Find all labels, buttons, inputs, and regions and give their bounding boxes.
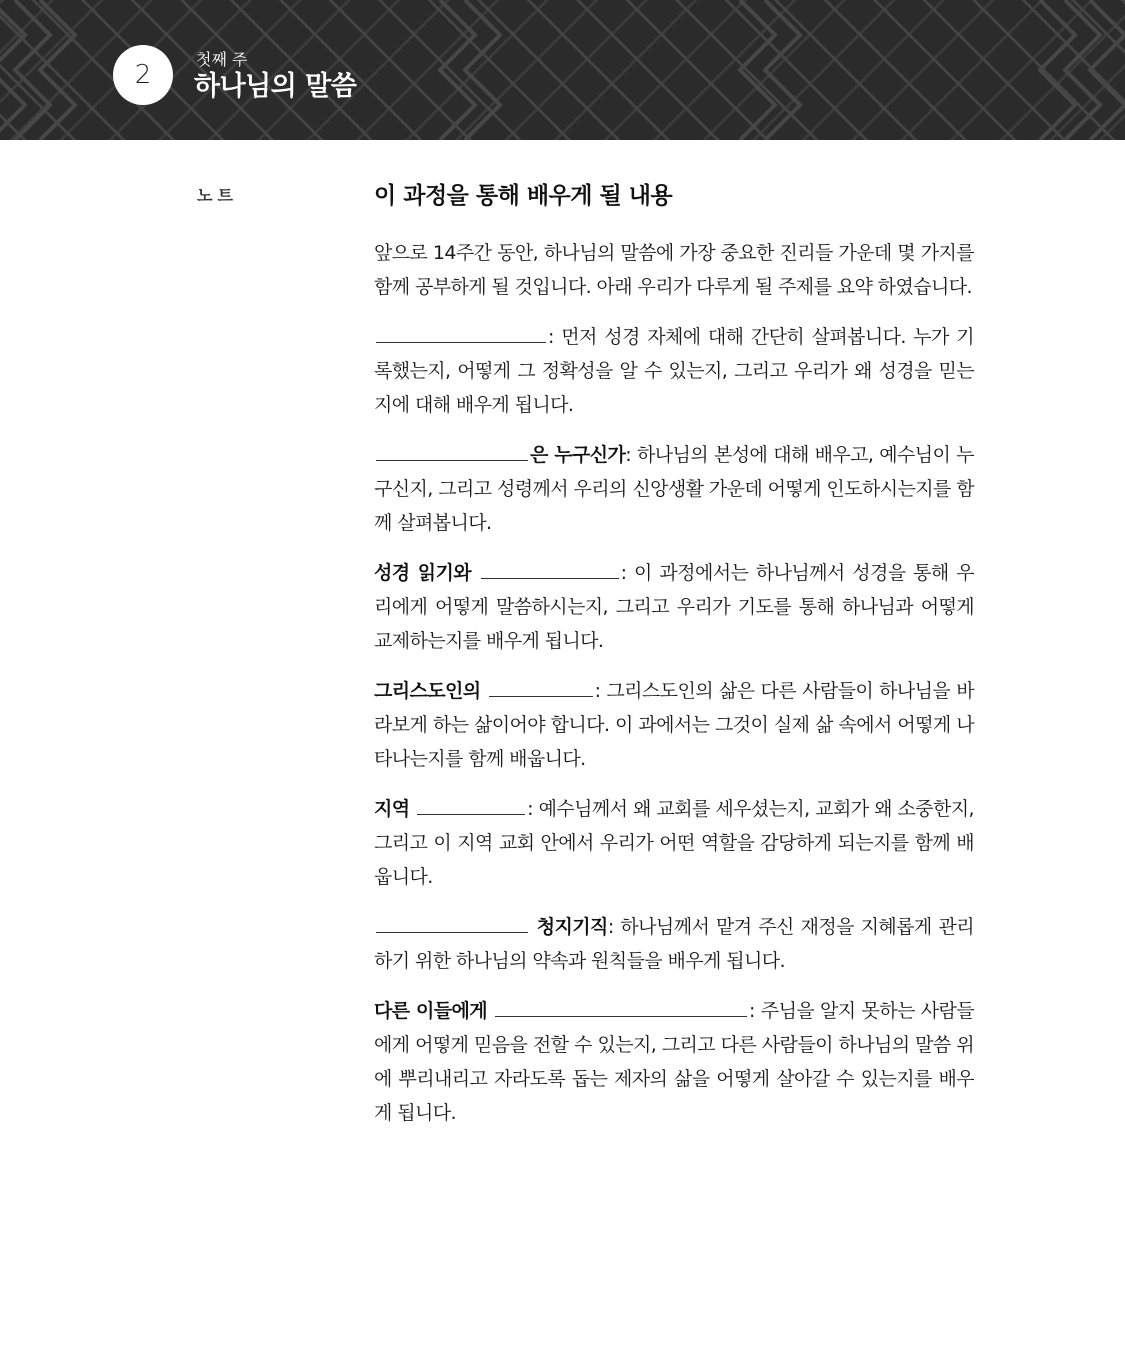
page-header bbox=[0, 0, 1125, 140]
notes-label: 노트 bbox=[197, 186, 238, 205]
topic-text: : 이 과정에서는 하나님께서 성경을 통해 우리에게 어떻게 말씀하시는지, 그리고 우리가 기도를 통해 하나님과 어떻게 교제하는지를 배우게 됩니다. bbox=[374, 562, 974, 652]
page-number-badge: 2 bbox=[113, 45, 173, 105]
topic-prefix: 지역 bbox=[374, 798, 410, 820]
fill-in-blank[interactable] bbox=[489, 676, 593, 697]
section-title: 이 과정을 통해 배우게 될 내용 bbox=[374, 183, 673, 209]
topic-paragraph-3 bbox=[374, 556, 974, 658]
fill-in-blank[interactable] bbox=[495, 996, 747, 1017]
week-label: 첫째 주 bbox=[196, 50, 248, 69]
fill-in-blank[interactable] bbox=[481, 558, 619, 579]
topic-text: : 하나님께서 맡겨 주신 재정을 지혜롭게 관리하기 위한 하나님의 약속과 원칙들을 배우게 됩니다. bbox=[374, 916, 974, 972]
topic-text: : 그리스도인의 삶은 다른 사람들이 하나님을 바라보게 하는 삶이어야 합니다. 이 과에서는 그것이 실제 삶 속에서 어떻게 나타나는지를 함께 배웁니다. bbox=[374, 680, 974, 770]
topic-text: : 주님을 알지 못하는 사람들에게 어떻게 믿음을 전할 수 있는지, 그리고 다른 사람들이 하나님의 말씀 위에 뿌리내리고 자라도록 돕는 제자의 삶을 어떻게 살아갈 수 있는지를 배우게 됩니다. bbox=[374, 1000, 974, 1124]
topic-text: : 하나님의 본성에 대해 배우고, 예수님이 누구신지, 그리고 성령께서 우리의 신앙생활 가운데 어떻게 인도하시는지를 함께 살펴봅니다. bbox=[374, 444, 974, 534]
topic-suffix: 청지기직 bbox=[536, 916, 608, 938]
fill-in-blank[interactable] bbox=[417, 794, 525, 815]
fill-in-blank[interactable] bbox=[376, 440, 528, 461]
intro-paragraph: 앞으로 14주간 동안, 하나님의 말씀에 가장 중요한 진리들 가운데 몇 가지를 함께 공부하게 될 것입니다. 아래 우리가 다루게 될 주제를 요약 하였습니다. bbox=[374, 242, 974, 298]
topic-paragraph-6 bbox=[374, 910, 974, 978]
topic-paragraph-2 bbox=[374, 438, 974, 540]
topic-prefix: 다른 이들에게 bbox=[374, 1000, 488, 1022]
topic-suffix: 은 누구신가 bbox=[530, 444, 626, 466]
topic-text: : 먼저 성경 자체에 대해 간단히 살펴봅니다. 누가 기록했는지, 어떻게 그 정확성을 알 수 있는지, 그리고 우리가 왜 성경을 믿는지에 대해 배우게 됩니다. bbox=[374, 326, 974, 416]
topic-paragraph-7 bbox=[374, 994, 974, 1130]
topic-prefix: 성경 읽기와 bbox=[374, 562, 471, 584]
fill-in-blank[interactable] bbox=[376, 912, 528, 933]
topic-paragraph-5 bbox=[374, 792, 974, 894]
topic-text: : 예수님께서 왜 교회를 세우셨는지, 교회가 왜 소중한지, 그리고 이 지역 교회 안에서 우리가 어떤 역할을 감당하게 되는지를 함께 배웁니다. bbox=[374, 798, 974, 888]
topic-paragraph-1 bbox=[374, 320, 974, 422]
fill-in-blank[interactable] bbox=[376, 322, 546, 343]
topic-paragraph-4 bbox=[374, 674, 974, 776]
header-title: 하나님의 말씀 bbox=[194, 71, 357, 102]
topic-prefix: 그리스도인의 bbox=[374, 680, 481, 702]
main-content bbox=[374, 178, 974, 1146]
